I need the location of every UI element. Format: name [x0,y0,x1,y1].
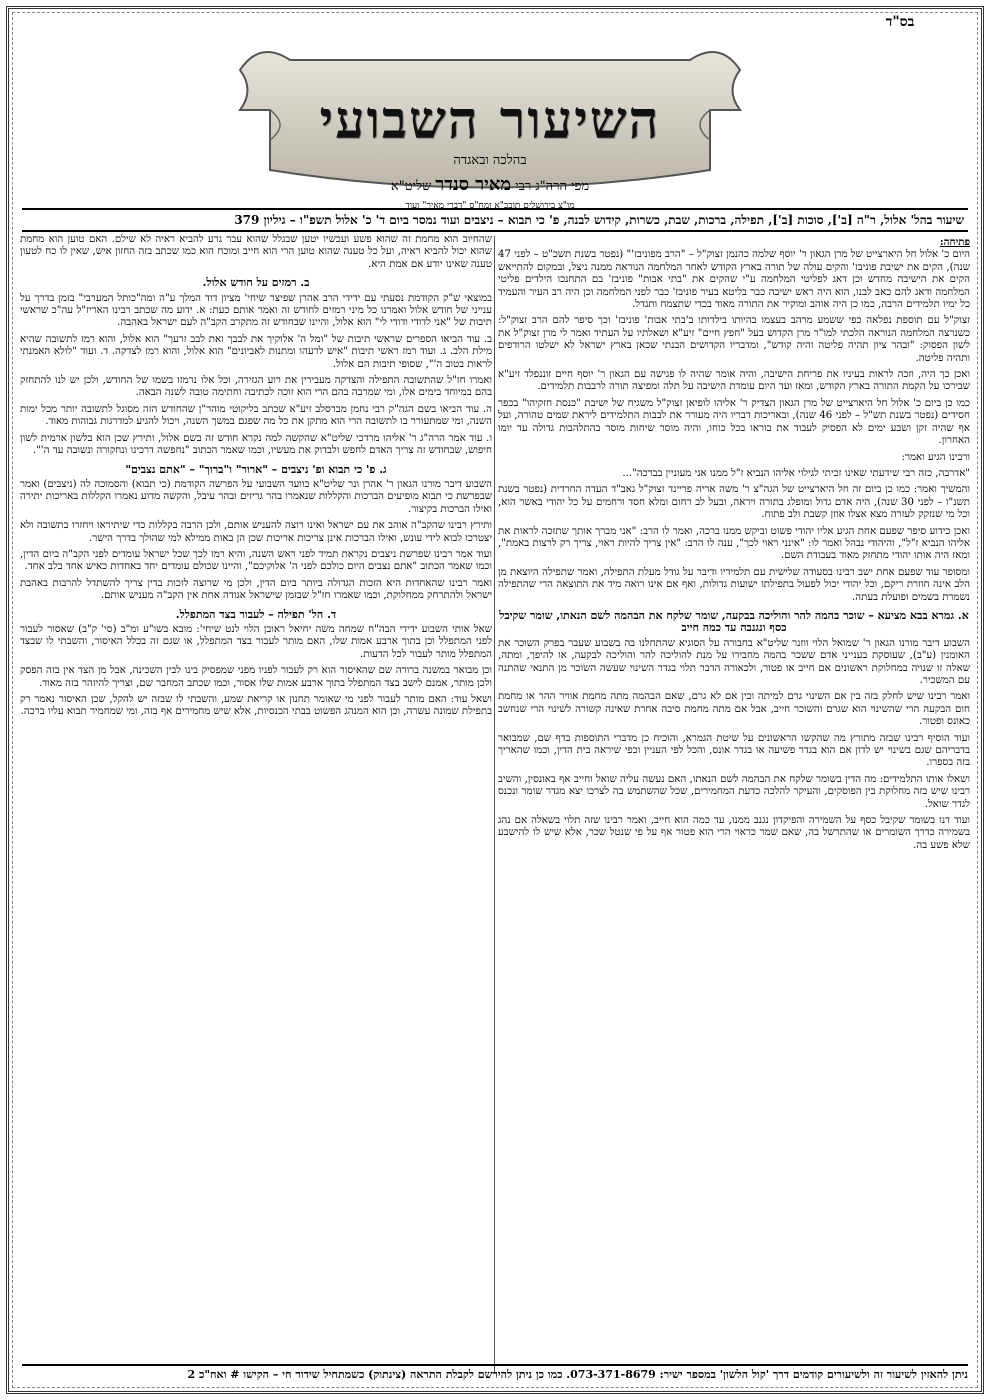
section-heading: ד. הל' תפילה – לעבור בצד המתפלל. [175,607,337,621]
paragraph: כמו כן ביום כ' אלול חל היארצייט של מרן הגאון הצדיק ר' אליהו לופיאן זצוק"ל משגיח של ישיבת "כנסת חזקיהו" בכפר חסידים (נפטר בשנת תש"ל – לפני 46 שנה), ובאריכות דבריו היה מעורר את לבבות התלמידים ליראת שמים טהורה, ועל אף שהיה זקן ושבע ימים לא הפסיק לעבוד את בוראו בכל כוחו, והיה מוסר שיחות מוסר בהתלהבות גדולה עד יומו האחרון. [498,397,970,447]
paragraph: ושאלו אותו התלמידים: מה הדין בשומר שלקח את הבהמה לשם הנאתו, האם נעשה עליה שואל וחייב אף באונסין, והשיב רבינו שיש בזה מחלוקת בין הפוסקים, והעיקר להלכה כדעת המחמירים, שכל שהשתמש בה לצרכו יצא מגדר שומר ונכנס לגדר שואל. [498,773,970,810]
author-name: מאיר סנדר [435,174,512,195]
paragraph: ושאל עוד: האם מותר לעבור לפני מי שאומר תחנון או קריאת שמע, והשבתי לו שבזה יש להקל, שכן האיסור נאמר רק בתפילת שמונה עשרה, וכן הוא המנהג הפשוט בבתי הכנסיות, אלא שיש מחמירים אף בזה, ומי שמחמיר תבוא עליו ברכה. [20,694,492,718]
issue-info-bar: שיעור בהל' אלול, ר"ה [ב'], סוכות [ב'], תפילה, ברכות, שבת, כשרות, קידוש לבנה, פ' כי תבוא – ניצבים ועוד נמסר ביום ד' כ' אלול תשפ"ו – גיליון 379 [22,208,968,232]
paragraph: ואכן כידוע סיפר שפעם אחת הגיע אליו יהודי פשוט וביקש ממנו ברכה, ואמר לו הרב: "אני מברך אותך שתזכה לראות את אליהו הנביא ז"ל", והיהודי נבהל ואמר לו: "אינני ראוי לכך", ענה לו הרב: "אין צריך להיות ראוי, צריך רק לרצות באמת", ומאז היה אותו יהודי מתחזק מאוד בעבודת השם. [498,525,970,562]
section-heading: ג. פ' כי תבוא ופ' ניצבים – "ארור" ו"ברוך" – "אתם נצבים" [125,462,387,476]
left-column [20,234,492,1376]
paragraph: ואמרו חז"ל שהתשובה התפילה והצדקה מעבירין את רוע הגזירה, וכל אלו נרמזו בשמו של החודש, ולכן יש לנו להתחזק בהם במיוחד בימים אלו, ומי שמרבה בהם הרי הוא זוכה לכתיבה וחתימה טובה לשנה הבאה. [20,375,492,399]
paragraph: ואמר רבינו שהאחדות היא הזכות הגדולה ביותר ביום הדין, ולכן מי שרוצה לזכות בדין צריך להשתדל להרבות באהבת ישראל ולהתרחק ממחלוקת, וכמו שאמרו חז"ל שבזמן שישראל אגודה אחת אין הקב"ה מעניש אותם. [20,577,492,602]
author-prefix: מפי הרה"ג רבי [515,179,590,194]
paragraph: ב. עוד הביאו הספרים שראשי תיבות של "ומל ה' אלוקיך את לבבך ואת לבב זרעך" הוא אלול, והוא רמז לתשובה שהיא מילת הלב. ג. ועוד רמז ראשי תיבות "איש לרעהו ומתנות לאביונים" הוא אלול, והוא רמז לצדקה. ד. ועוד "לולא האמנתי לראות בטוב ה'", שסופי תיבות הם אלול. [20,333,492,370]
author-line [230,174,750,195]
paragraph: היום כ' אלול חל היארצייט של מרן הגאון ר' יוסף שלמה כהנמן זצוק"ל – "הרב מפוניבז'" (נפטר בשנת תשכ"ט – לפני 47 שנה), הקים את ישיבת פוניבז' והקים עולה של תורה בארץ הקודש לאחר המלחמה הנוראה ממנה ניצל, ובמקום להתייאש הקים את הישיבה מחדש וכן דאג לפליטי המלחמה ע"י שהקים את "בתי אבות" פוניבז' בם התחנכו הילדים פליטי המלחמה ודאג להם כאב לבנו, הוא היה ראש ישיבה כבר בליטא בעיר פוניבז' כבר לפני המלחמה וכן היה רב העיר והעמיד כל ימיו תלמידים הרבה, כמו כן היה אוהב ומוקיר את התורה מאוד בכדי שתצמח ותגדל. [498,249,970,311]
paragraph: השבוע דיבר מורנו הגאון ר' אהרן ונר שליט"א בוועד השבועי על הפרשה הקודמת (כי תבוא) והסמוכה לה (ניצבים) ואמר שבפרשת כי תבוא מופיעים הברכות והקללות שנאמרו בהר גריזים ובהר עיבל, והקשה מדוע נאמרו הקללות באריכות יתירה ואילו הברכות בקיצור. [20,478,492,515]
paragraph: שאל אותי השבוע ידידי הבה"ח שמחה משה יחיאל ראובן הלוי לנט שיחי': מובא בשו"ע ומ"ב (סי' ק"ב) שאסור לעבור לפני המתפלל וכן בתוך ארבע אמות שלו, האם מותר לעבור בצד המתפלל, או שגם זה בכלל האיסור, והשבתי לו שבצד המתפלל מותר לעבור לכל הדעות. [20,623,492,660]
paragraph: השבוע דיבר מורנו הגאון ר' שמואל הלוי ווזנר שליט"א בחבורה על הסוגיא שהתחלנו בה בשבוע שעבר בפרק השוכר את האומנין (ע"ב), שעוסקת בענייני אדם ששכר בהמה מחבירו על מנת להוליכה להר והוליכה לבקעה, או להיפך, ומתה, שאלה זו שנויה במחלוקת ראשונים אם חייב או פטור, ולכאורה הדבר תלוי בגדר השינוי שעשה השוכר מן התנאי שהתנה עם המשכיר. [498,637,970,686]
section-heading: ב. רמזים על חודש אלול. [202,276,310,290]
paragraph: שהחיוב הוא מחמת זה שהוא פשע ועכשיו יטען שבגלל שהוא עבר גרע להביא ראיה לא שילם. האם טוען הוא מחמת שהוא יכול להביא ראיה, ועל כל טענה שהוא טוען הרי הוא חייב ומוכח הוא כמו שכתב בזה החזון איש, שאין לו כח לטעון טענה שאינו יודע אם אמת היא. [20,234,492,270]
paragraph: ו. עוד אמר הרה"ג ר' אליהו מרדכי שליט"א שהקשה למה נקרא חודש זה בשם אלול, ותירץ שכן הוא בלשון ארמית לשון חיפוש, שבחודש זה צריך האדם לחפש ולבדוק את מעשיו, וכמו שאמר הכתוב "נחפשה דרכינו ונחקורה ונשובה עד ה'". [20,432,492,457]
paragraph: ה. עוד הביאו בשם הגה"ק רבי נחמן מברסלב זיע"א שכתב בליקוטי מוהר"ן שהחודש הזה מסוגל לתשובה יותר מכל ימות השנה, ומי שמתעורר בו לתשובה הרי הוא מתקן את כל מה שפגם במשך השנה, ויכול להגיע למדרגות גבוהות מאוד. [20,403,492,428]
paragraph: "אדרבה, כזה רבי שידעתי שאינו זכיתי לגילוי אליהו הנביא ז"ל ממנו אני מעוניין בברכה"... [622,467,970,479]
right-column [498,234,970,1376]
author-suffix: שליט"א [390,179,432,194]
paragraph: במוצאי ש"ק הקודמת נסעתי עם ידידי הרב אהרן שפיצר שיחי' מציון דוד המלך ע"ה ומה"כותל המערבי" בזמן בדרך על ענייני של חודש אלול ואמרנו כל מיני רמזים לחודש זה ואמר אותם כעת: א. ידוע מה שכתב רבינו האריז"ל עה"כ שראשי תיבות של "אני לדודי ודודי לי" הוא אלול, והיינו שבחודש זה מתקרב הקב"ה לעם ישראל באהבה. [20,292,492,329]
footer-bar: ניתן להאזין לשיעור זה ולשיעורים קודמים דרך 'קול הלשון' במספר ישיר: 073-371-8679. כמו כן ניתן להירשם לקבלת התראה (צינתוק) כשמתחיל שידור חי – הקישו # ואח"כ 2 [22,1364,968,1384]
section-heading: פתיחה: [939,236,970,248]
column-divider [494,236,495,1374]
newsletter-title: השיעור השבועי [319,90,661,151]
bsd-label: בס"ד [885,14,915,30]
newsletter-subtitle: בהלכה ובאגדה [453,153,527,168]
paragraph: ורבינו הגיע ואמר: [901,451,970,463]
paragraph: ואכן כך היה, וזכה לראות בעיניו את פריחת הישיבה, והיה אומר שהיה לו פגישה עם הגאון ר' יוסף חיים זוננפלד זיע"א שבירכו על הקמת התורה בארץ הקודש, ומאז ועד היום עומדת הישיבה על תלה ומפיצה תורה לרבבות תלמידים. [498,369,970,393]
header-banner [230,30,750,211]
paragraph: והמשיך ואמר: כמו כן ביום זה חל היארצייט של הגה"צ ר' משה אריה פריינד זצוק"ל גאב"ד העדה החרדית (נפטר בשנת תשנ"ו – לפני 30 שנה), היה אדם גדול ומופלג בתורה ויראה, ובעל לב רחום ומלא חסד ורחמים על כל יהודי באשר הוא, וכל מי שנזקק לעזרה מצא אצלו אוזן קשבת ולב פתוח. [498,484,970,521]
paragraph: זצוק"ל עם תוספת נפלאה כפי ששמע מרהב בעצמו בהיותו בילדותו ב'בתי אבות' פוניבז' וכך סיפר להם הרב זצוק"ל: כשנרצה המלחמה הנוראה הלכתי למו"ר מרן הקדוש בעל "חפץ חיים" זיע"א ושאלתיו על העתיד ואמר לי מרן זצוק"ל את לשון הפסוק: "ובהר ציון תהיה פליטה והיה קודש", ומדבריו הקדושים הבנתי שכאן בארץ ישראל לא ישלטו הרודפים ותהיה פליטה. [498,315,970,364]
paragraph: וכן מבואר במשנה ברורה שם שהאיסור הוא רק לעבור לפניו מפני שמפסיק בינו לבין השכינה, אבל מן הצד אין בזה הפסק ולכן מותר, אמנם לישב בצד המתפלל בתוך ארבע אמות שלו אסור, וכמו שכתב המחבר שם, וצריך להיזהר בזה מאוד. [20,665,492,689]
paragraph: ומסופר עוד שפעם אחת ישב רבינו בסעודה שלישית עם תלמידיו ודיבר על גודל מעלת התפילה, ואמר שתפילה היוצאת מן הלב אינה חוזרת ריקם, וכל יהודי יכול לפעול בתפילתו ישועות גדולות, ואף אם אינו רואה מיד את התוצאה הרי שהתפילה נשמרת בשמים ופועלת בעתה. [498,566,970,603]
author-org: מו"צ בירושלים תובב"א ומח"ס "דברי מאיר" ועוד [405,201,575,211]
paragraph: ועוד אמר רבינו שפרשת ניצבים נקראת תמיד לפני ראש השנה, והיא רמז לכך שכל ישראל עומדים לפני הקב"ה ביום הדין, וכמו שאמר הכתוב "אתם נצבים היום כולכם לפני ה' אלוקיכם", והיינו שכולם עומדים יחד באחדות כאיש אחד בלב אחד. [20,548,492,573]
section-heading: א. גמרא בבא מציעא – שוכר בהמה להר והוליכה בבקעה, שומר שלקח את הבהמה לשם הנאתו, שומר שקיבל כסף ונגנבה עד כמה חייב [499,608,969,635]
paragraph: ועוד הוסיף רבינו שבזה מתורץ מה שהקשו הראשונים על שיטת הגמרא, והוכיח כן מדברי התוספות בדף שם, שמבואר בדבריהם שגם בשינוי יש לדון אם הוא בגדר פשיעה או בגדר אונס, והכל לפי העניין וכפי שיראה בית הדין, וכמו שהאריך בזה בספרו. [498,732,970,769]
paragraph: ותירץ רבינו שהקב"ה אוהב את עם ישראל ואינו רוצה להעניש אותם, ולכן הרבה בקללות כדי שיתיראו ויחזרו בתשובה ולא יצטרכו לבוא לידי עונש, ואילו הברכות אינן צריכות אריכות שכן הן באות ממילא למי שהולך בדרך הישר. [20,520,492,544]
paragraph: ואמר רבינו שיש לחלק בזה בין אם השינוי גרם למיתה ובין אם לא גרם, שאם הבהמה מתה מחמת אוויר ההר או מחמת חום הבקעה הרי שהשינוי הוא שגרם והשוכר חייב, אבל אם מתה מחמת סיבה אחרת שאינה קשורה לשינוי הרי שנחשב כאונס ופטור. [498,691,970,728]
paragraph: ועוד דנו בשומר שקיבל כסף על השמירה והפיקדון נגנב ממנו, עד כמה הוא חייב, ואמר רבינו שזה תלוי בשאלה אם נהג בשמירה כדרך השומרים או שהתרשל בה, שאם שמר כראוי הרי הוא פטור אף על פי שנטל שכר, אלא שיש לו להישבע שלא פשע בה. [498,815,970,851]
